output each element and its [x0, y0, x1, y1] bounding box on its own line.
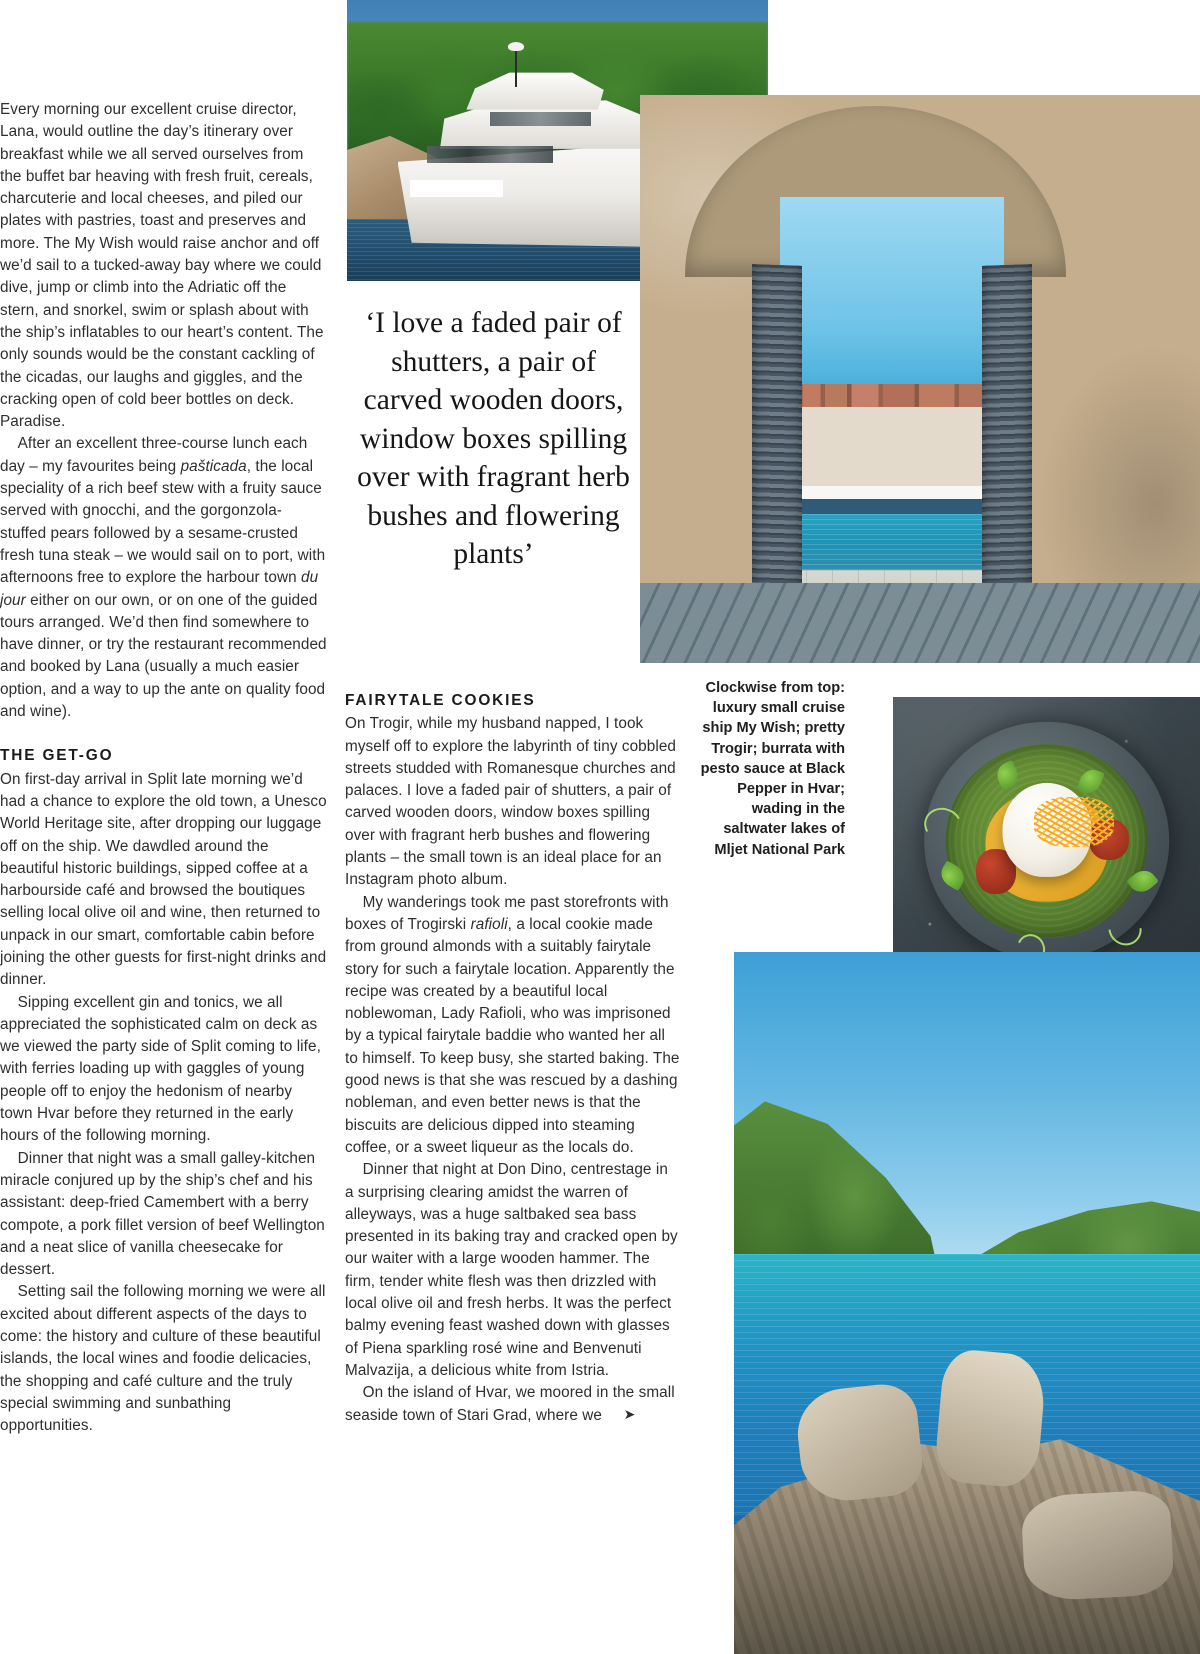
paragraph: On Trogir, while my husband napped, I took myself off to explore the labyrinth of tiny cobbled streets studded with Romanesque churches and palaces. I love a faded pair of shutters, a pair of carved wooden doors, window boxes spilling over with fragrant herb bushes and flowering plants – the small town is an ideal place for an Instagram photo album.	[345, 715, 676, 889]
trogir-rooftops	[780, 384, 1004, 407]
photo-caption: Clockwise from top: luxury small cruise ship My Wish; pretty Trogir; burrata with pesto sauce at Black Pepper in Hvar; wading in the saltwater lakes of Mljet National Park	[690, 672, 845, 868]
middle-text-column	[345, 690, 680, 1427]
paragraph: Every morning our excellent cruise director, Lana, would outline the day’s itinerary over breakfast while we all served ourselves from the buffet bar heaving with fresh fruit, cereals, charcuterie and local cheeses, and piled our plates with pastries, toast and preserves and more. The My Wish would raise anchor and off we’d sail to a tucked-away bay where we could dive, jump or climb into the Adriatic off the stern, and snorkel, swim or splash about with the ship’s inflatables to our heart’s content. The only sounds would be the constant cackling of the cicadas, our laughs and giggles, and the cracking open of cold beer bottles on deck. Paradise.	[0, 101, 324, 431]
paragraph	[345, 1382, 680, 1427]
paragraph	[345, 892, 680, 1160]
paragraph-text: , the local speciality of a rich beef stew with a fruity sauce served with gnocchi, and the gorgonzola-stuffed pears followed by a sesame-crusted fresh tuna steak – we would sail on to port, with afternoons free to explore the harbour town	[0, 457, 326, 587]
paragraph: Dinner that night was a small galley-kitchen miracle conjured up by the ship’s chef and his assistant: deep-fried Camembert with a berry compote, a pork fillet version of beef Wellington and a neat slice of vanilla cheesecake for dessert.	[0, 1149, 325, 1279]
harbour-boats	[780, 486, 1004, 514]
section-subhead-the-get-go: THE GET-GO	[0, 747, 114, 765]
ship-mast	[515, 48, 517, 87]
ship-radar-icon	[508, 42, 524, 51]
ship-fenders	[410, 180, 503, 197]
paragraph-text: either on our own, or on one of the guided tours arranged. We’d then find somewhere to have dinner, or try the restaurant recommended and booked by Lana (usually a much easier option, and a way to up the ante on quality food and wine).	[0, 591, 327, 721]
paragraph-text: On the island of Hvar, we moored in the small seaside town of Stari Grad, where we	[345, 1384, 675, 1424]
burrata-dish-photo	[893, 697, 1200, 974]
italic-term-rafioli: rafioli	[470, 915, 508, 933]
mljet-lake-photo	[734, 952, 1200, 1654]
shore-rock-b	[933, 1348, 1047, 1490]
italic-term-pasticada: pašticada	[180, 457, 247, 475]
ship-windows-lower	[427, 146, 553, 163]
paragraph	[0, 433, 327, 723]
shore-rock-c	[1020, 1489, 1174, 1602]
paragraph: On first-day arrival in Split late morning we’d had a chance to explore the old town, a Unesco World Heritage site, after dropping our luggage off on the ship. We dawdled around the beautiful historic buildings, sipped coffee at a harbourside café and browsed the boutiques selling local olive oil and wine, then returned to unpack in our smart, comfortable cabin before joining the other guests for first-night drinks and dinner.	[0, 770, 327, 989]
italic-term-du-jour: du jour	[0, 569, 319, 609]
continue-arrow-icon: ➤	[623, 1405, 636, 1422]
paragraph: Sipping excellent gin and tonics, we all appreciated the sophisticated calm on deck as we viewed the party side of Split coming to life, with ferries loading up with gaggles of young people off to enjoy the hedonism of nearby town Hvar before they returned in the early hours of the following morning.	[0, 993, 321, 1145]
cobbled-ground	[640, 583, 1200, 663]
ship-windows-upper	[490, 112, 591, 126]
harbour-water	[780, 514, 1004, 570]
paragraph-text: My wanderings took me past storefronts with boxes of Trogirski	[345, 893, 669, 933]
carrot-zest-garnish	[1034, 797, 1114, 847]
shore-rock-a	[794, 1381, 926, 1505]
paragraph-text: After an excellent three-course lunch each day – my favourites being	[0, 435, 308, 475]
left-text-column	[0, 99, 327, 1438]
paragraph-text: , a local cookie made from ground almonds with a suitably fairytale story for such a fairytale location. Apparently the recipe was created by a beautiful local noblewoman, Lady Rafioli, who was imprisoned by a typical fairytale baddie who wanted her all to himself. To keep busy, she started baking. The good news is that she was rescued by a dashing nobleman, and even better news is that the biscuits are delicious dipped into steaming coffee, or a sweet liqueur as the locals do.	[345, 915, 680, 1156]
archway-trogir-photo	[640, 95, 1200, 663]
pull-quote: ‘I love a faded pair of shutters, a pair of carved wooden doors, window boxes spilling over with fragrant herb bushes and flowering plants’	[357, 307, 630, 570]
section-subhead-fairytale-cookies: FAIRYTALE COOKIES	[345, 692, 536, 709]
paragraph: Dinner that night at Don Dino, centrestage in a surprising clearing amidst the warren of alleyways, was a huge saltbaked sea bass presented in its baking tray and cracked open by our waiter with a large wooden hammer. The firm, tender white flesh was then drizzled with local olive oil and fresh herbs. It was the perfect balmy evening feast washed down with glasses of Piena sparkling rosé wine and Benvenuti Malvazija, a delicious white from Istria.	[345, 1161, 678, 1379]
paragraph: Setting sail the following morning we were all excited about different aspects of the days to come: the history and culture of these beautiful islands, the local wines and foodie delicacies, the shopping and café culture and the truly special swimming and sunbathing opportunities.	[0, 1283, 326, 1435]
